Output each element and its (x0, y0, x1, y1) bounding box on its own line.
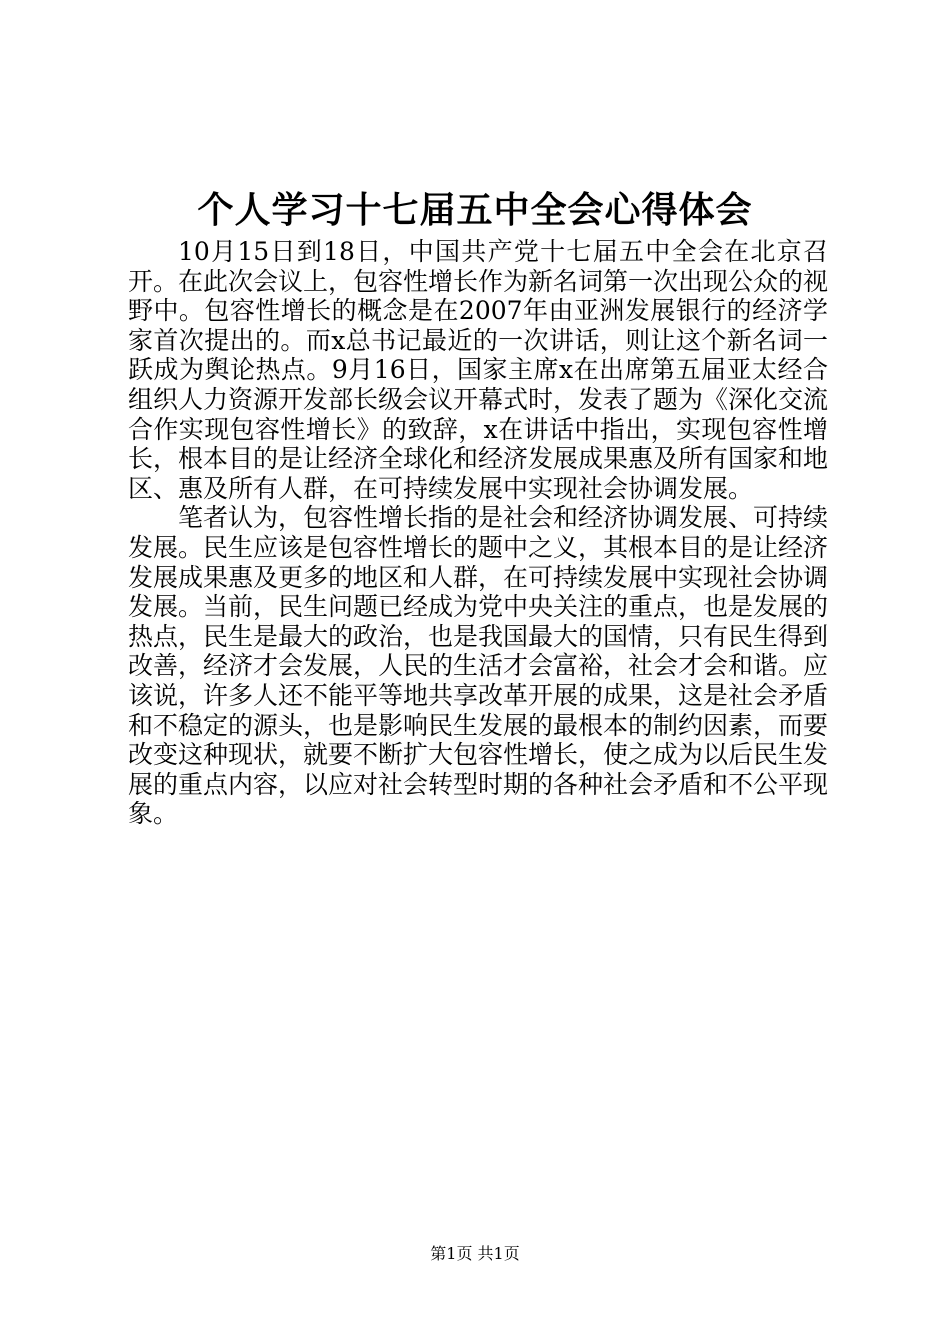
document-body (128, 237, 828, 829)
page-footer: 第1页 共1页 (430, 1244, 520, 1263)
paragraph-1: 10月15日到18日，中国共产党十七届五中全会在北京召开。在此次会议上，包容性增长作为新名词第一次出现公众的视野中。包容性增长的概念是在2007年由亚洲发展银行的经济学家首次提出的。而x总书记最近的一次讲话，则让这个新名词一跃成为舆论热点。9月16日，国家主席x在出席第五届亚太经合组织人力资源开发部长级会议开幕式时，发表了题为《深化交流合作实现包容性增长》的致辞，x在讲话中指出，实现包容性增长，根本目的是让经济全球化和经济发展成果惠及所有国家和地区、惠及所有人群，在可持续发展中实现社会协调发展。 (128, 237, 829, 503)
document-title: 个人学习十七届五中全会心得体会 (197, 189, 753, 231)
paragraph-2: 笔者认为，包容性增长指的是社会和经济协调发展、可持续发展。民生应该是包容性增长的题中之义，其根本目的是让经济发展成果惠及更多的地区和人群，在可持续发展中实现社会协调发展。当前，民生问题已经成为党中央关注的重点，也是发展的热点，民生是最大的政治，也是我国最大的国情，只有民生得到改善，经济才会发展，人民的生活才会富裕，社会才会和谐。应该说，许多人还不能平等地共享改革开展的成果，这是社会矛盾和不稳定的源头，也是影响民生发展的最根本的制约因素，而要改变这种现状，就要不断扩大包容性增长，使之成为以后民生发展的重点内容，以应对社会转型时期的各种社会矛盾和不公平现象。 (128, 503, 829, 829)
